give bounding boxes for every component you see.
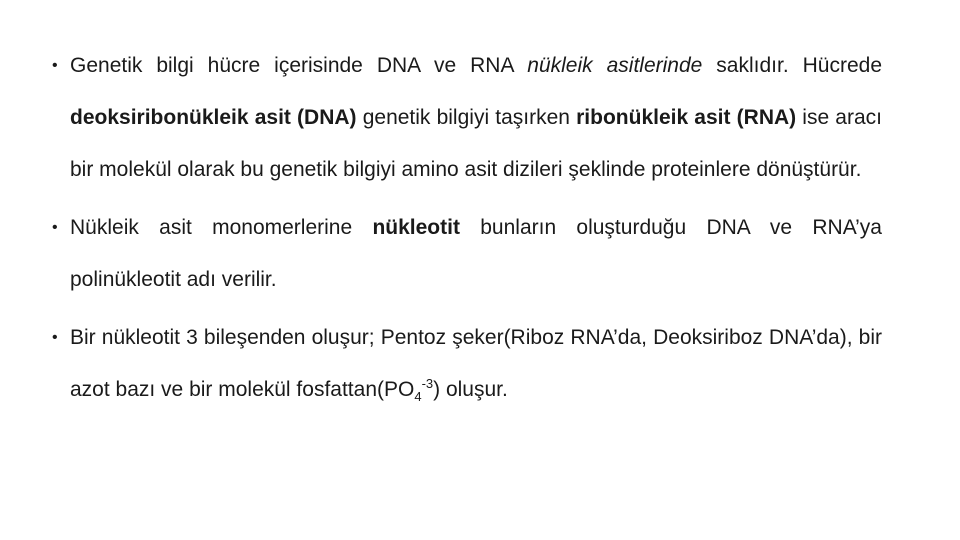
text-segment: genetik bilgiyi taşırken bbox=[356, 106, 577, 129]
bold-term-rna: ribonükleik asit (RNA) bbox=[576, 106, 797, 129]
italic-term: nükleik asitlerinde bbox=[527, 54, 703, 77]
bullet-item-genetic-info bbox=[52, 40, 882, 196]
bullet-item-nucleotide bbox=[52, 202, 882, 306]
text-segment: ise aracı bir molekül olarak bu genetik bilgiyi amino asit dizileri şeklinde proteinlere dönüştürür. bbox=[70, 106, 882, 181]
text-segment: Genetik bilgi hücre içerisinde DNA ve RNA bbox=[70, 54, 528, 77]
text-segment: Nükleik asit monomerlerine bbox=[70, 216, 373, 239]
bullet-icon: • bbox=[52, 57, 58, 74]
bullet-icon: • bbox=[52, 329, 58, 346]
bullet-item-components bbox=[52, 312, 882, 416]
text-segment: bunların oluşturduğu DNA ve RNA’ya polinükleotit adı verilir. bbox=[70, 216, 882, 291]
text-segment: saklıdır. Hücrede bbox=[702, 54, 882, 77]
text-segment: ) oluşur. bbox=[433, 378, 508, 401]
bold-term-nucleotide: nükleotit bbox=[372, 216, 460, 239]
bullet-icon: • bbox=[52, 219, 58, 236]
bullet-list bbox=[52, 40, 882, 416]
text-segment: Bir nükleotit 3 bileşenden oluşur; Pentoz şeker(Riboz RNA’da, Deoksiriboz DNA’da), bir azot bazı ve bir molekül fosfattan(PO bbox=[70, 326, 882, 401]
subscript: 4 bbox=[414, 389, 422, 405]
superscript: -3 bbox=[421, 376, 434, 391]
bold-term-dna: deoksiribonükleik asit (DNA) bbox=[70, 106, 357, 129]
